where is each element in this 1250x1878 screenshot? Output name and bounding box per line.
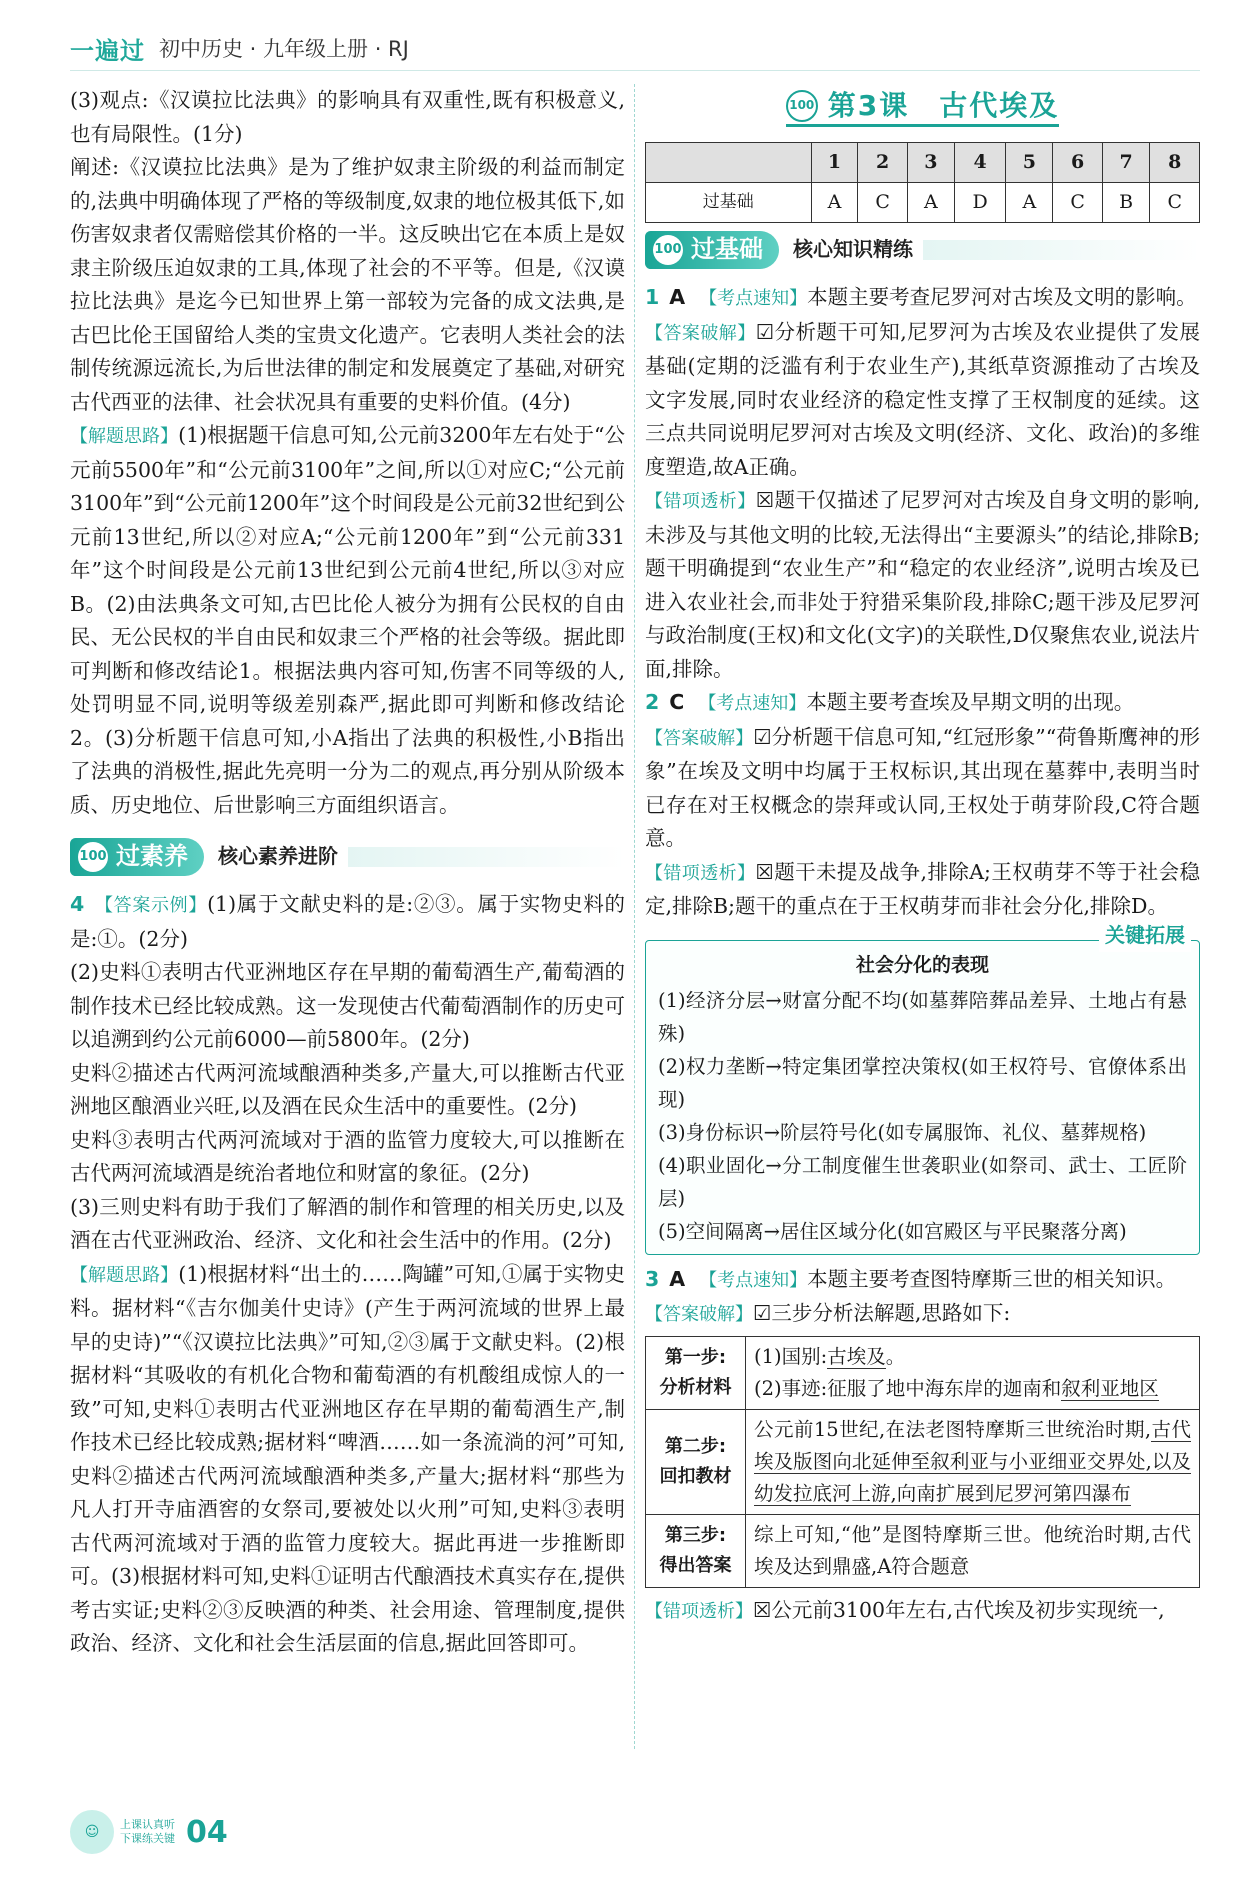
section-banner-basics (645, 229, 1200, 271)
list-item: (3)身份标识→阶层符号化(如专属服饰、礼仪、墓葬规格) (658, 1120, 1147, 1144)
banner-tag-basics: 100 过基础 (645, 231, 779, 269)
q3-view: (3)观点:《汉谟拉比法典》的影响具有双重性,既有积极意义,也有局限性。(1分) (70, 88, 625, 146)
q2-analysis: 【答案破解】☑分析题干信息可知,“红冠形象”“荷鲁斯鹰神的形象”在埃及文明中均属于王权标识,其出现在墓葬中,表明当时已存在对王权概念的崇拜或认同,王权处于萌芽阶段,C符合题意。 (645, 724, 1200, 850)
step-1-head: 第一步: 分析材料 (646, 1336, 746, 1409)
question-number-3: 3 (645, 1266, 660, 1291)
page-number: 04 (186, 1814, 228, 1850)
table-row (646, 1514, 1200, 1587)
right-column (645, 84, 1200, 1628)
question-answer-3: A (669, 1266, 686, 1291)
left-column (70, 84, 625, 1661)
list-item: (2)权力垄断→特定集团掌控决策权(如王权符号、官僚体系出现) (658, 1054, 1187, 1111)
table-cell: D (954, 183, 1006, 223)
thinking-text-1: (1)根据题干信息可知,公元前3200年左右处于“公元前5500年”和“公元前3100年”之间,所以①对应C;“公元前3100年”到“公元前1200年”这个时间段是公元前32世纪到公元前13世纪,所以②对应A;“公元前1200年”到“公元前331年”这个时间段是公元前13世纪到公元前4世纪,所以③对应B。(2)由法典条文可知,古巴比伦人被分为拥有公民权的自由民、无公民权的半自由民和奴隶三个严格的社会等级。据此即可判断和修改结论1。根据法典内容可知,伤害不同等级的人,处罚明显不同,说明等级差别森严,据此即可判断和修改结论2。(3)分析题干信息可知,小A指出了法典的积极性,小B指出了法典的消极性,据此先亮明一分为二的观点,再分别从阶级本质、历史地位、后世影响三方面组织语言。 (70, 423, 625, 817)
footer-motto: 上课认真听 下课练关键 (120, 1818, 175, 1845)
q4-answer-3: (3)三则史料有助于我们了解酒的制作和管理的相关历史,以及酒在古代亚洲政治、经济、文化和社会生活中的作用。(2分) (70, 1194, 625, 1252)
q2-errors: 【错项透析】☒题干未提及战争,排除A;王权萌芽不等于社会稳定,排除B;题干的重点在于王权萌芽而非社会分化,排除D。 (645, 859, 1200, 918)
list-item: (5)空间隔离→居住区域分化(如宫殿区与平民聚落分离) (658, 1219, 1127, 1243)
table-cell: 2 (858, 143, 907, 183)
q4-answer-2a: (2)史料①表明古代亚洲地区存在早期的葡萄酒生产,葡萄酒的制作技术已经比较成熟。这一发现使古代葡萄酒制作的历史可以追溯到约公元前6000—前5800年。(2分) (70, 960, 625, 1051)
question-answer-1: A (669, 285, 686, 309)
answer-example-label: 【答案示例】 (94, 895, 208, 916)
q4-answer-1: 4 【答案示例】(1)属于文献史料的是:②③。属于实物史料的是:①。(2分) (70, 892, 626, 951)
table-cell: C (1053, 183, 1102, 223)
lesson-title (645, 84, 1200, 132)
step-3-content: 综上可知,“他”是图特摩斯三世。他统治时期,古代埃及达到鼎盛,A符合题意 (746, 1514, 1200, 1587)
column-divider (634, 84, 635, 1749)
table-cell: B (1102, 183, 1150, 223)
table-cell: 7 (1102, 143, 1150, 183)
q4-answer-2c: 史料③表明古代两河流域对于酒的监管力度较大,可以推断在古代两河流域酒是统治者地位和财富的象征。(2分) (70, 1127, 625, 1185)
table-cell: 4 (954, 143, 1006, 183)
mascot-icon: 100 (653, 235, 683, 265)
banner-subtitle-basics: 核心知识精练 (793, 237, 913, 262)
step-2-content: 公元前15世纪,在法老图特摩斯三世统治时期,古代埃及版图向北延伸至叙利亚与小亚细亚交界处,以及幼发拉底河上游,向南扩展到尼罗河第四瀑布 (746, 1409, 1200, 1514)
answer-table-header (646, 143, 1200, 183)
thinking-paragraph-1 (70, 419, 625, 822)
list-item: (4)职业固化→分工制度催生世袭职业(如祭司、武士、工匠阶层) (658, 1153, 1187, 1210)
q1-analysis: 【答案破解】☑分析题干可知,尼罗河为古埃及农业提供了发展基础(定期的泛滥有利于农业生产),其纸草资源推动了古埃及文字发展,同时农业经济的稳定性支撑了王权制度的延续。这三点共同说明尼罗河对古埃及文明(经济、文化、政治)的多维度塑造,故A正确。 (645, 319, 1200, 479)
mascot-icon: ☺ (70, 1810, 114, 1854)
table-cell: A (1006, 183, 1053, 223)
thinking-label-2: 【解题思路】 (70, 1264, 179, 1286)
q1-tag: 1 A 【考点速知】本题主要考查尼罗河对古埃及文明的影响。 (645, 285, 1197, 309)
thinking-paragraph-2 (70, 1258, 625, 1661)
key-extension-title: 社会分化的表现 (855, 953, 989, 976)
table-cell: A (811, 183, 858, 223)
answer-table-corner (646, 143, 812, 183)
banner-tag-literacy: 100 过素养 (70, 838, 204, 876)
three-step-table (645, 1336, 1200, 1588)
table-cell: A (907, 183, 954, 223)
list-item: (1)经济分层→财富分配不均(如墓葬陪葬品差异、土地占有悬殊) (658, 988, 1187, 1045)
q3-tag: 3 A 【考点速知】本题主要考查图特摩斯三世的相关知识。 (645, 1266, 1177, 1291)
table-cell: 6 (1053, 143, 1102, 183)
q3-explain: 阐述:《汉谟拉比法典》是为了维护奴隶主阶级的利益而制定的,法典中明确体现了严格的等级制度,奴隶的地位极其低下,如伤害奴隶者仅需赔偿其价格的一半。这反映出它在本质上是奴隶主阶级压迫奴隶的工具,体现了社会的不平等。但是,《汉谟拉比法典》是迄今已知世界上第一部较为完备的成文法典,是古巴比伦王国留给人类的宝贵文化遗产。它表明人类社会的法制传统源远流长,为后世法律的制定和发展奠定了基础,对研究古代西亚的法律、社会状况具有重要的史料价值。(4分) (70, 155, 625, 414)
question-number-1: 1 (645, 285, 660, 309)
q4-answer-2b: 史料②描述古代两河流域酿酒种类多,产量大,可以推断古代亚洲地区酿酒业兴旺,以及酒在民众生活中的重要性。(2分) (70, 1060, 625, 1118)
table-row (646, 1409, 1200, 1514)
table-cell: 1 (811, 143, 858, 183)
thinking-text-2: (1)根据材料“出土的……陶罐”可知,①属于实物史料。据材料“《吉尔伽美什史诗》(产生于两河流域的世界上最早的史诗)”“《汉谟拉比法典》”可知,②③属于文献史料。(2)根据材料“其吸收的有机化合物和葡萄酒的有机酸组成惊人的一致”可知,史料①表明古代亚洲地区存在早期的葡萄酒生产,制作技术已经比较成熟;据材料“啤酒……如一条流淌的河”可知,史料②描述古代两河流域酿酒种类多,产量大;据材料“那些为凡人打开寺庙酒窖的女祭司,要被处以火刑”可知,史料③表明古代两河流域对于酒的监管力度较大。据此再进一步推断即可。(3)根据材料可知,史料①证明古代酿酒技术真实存在,提供考古实证;史料②③反映酒的种类、社会用途、管理制度,提供政治、经济、文化和社会生活层面的信息,据此回答即可。 (70, 1261, 625, 1655)
q3-analysis: 【答案破解】☑三步分析法解题,思路如下: (645, 1301, 1011, 1325)
question-answer-2: C (669, 690, 685, 714)
answer-table (645, 142, 1200, 223)
question-number-2: 2 (645, 690, 660, 714)
table-cell: C (858, 183, 907, 223)
table-row-label: 过基础 (646, 183, 812, 223)
mascot-icon: 100 (78, 842, 108, 872)
banner-decoration (348, 847, 625, 867)
question-number-4: 4 (70, 892, 85, 916)
table-cell: C (1150, 183, 1200, 223)
lesson-badge-icon: 100 (786, 90, 818, 122)
q1-errors: 【错项透析】☒题干仅描述了尼罗河对古埃及自身文明的影响,未涉及与其他文明的比较,无法得出“主要源头”的结论,排除B;题干明确提到“农业生产”和“稳定的农业经济”,说明古埃及已进入农业社会,而非处于狩猎采集阶段,排除C;题干涉及尼罗河与政治制度(王权)和文化(文字)的关联性,D仅聚焦农业,说法片面,排除。 (645, 488, 1200, 681)
table-cell: 5 (1006, 143, 1053, 183)
book-title: 初中历史 · 九年级上册 · RJ (159, 37, 409, 61)
q3-errors: 【错项透析】☒公元前3100年左右,古代埃及初步实现统一, (645, 1597, 1165, 1622)
key-extension-tag: 关键拓展 (1099, 919, 1191, 952)
header-rule (70, 70, 1200, 71)
page-footer (70, 1810, 228, 1854)
q2-tag: 2 C 【考点速知】本题主要考查埃及早期文明的出现。 (645, 690, 1135, 714)
step-3-head: 第三步: 得出答案 (646, 1514, 746, 1587)
step-2-head: 第二步: 回扣教材 (646, 1409, 746, 1514)
step-1-content: (1)国别:古埃及。 (2)事迹:征服了地中海东岸的迦南和叙利亚地区 (746, 1336, 1200, 1409)
banner-decoration (923, 240, 1200, 260)
brand-logo: 一遍过 (70, 36, 145, 65)
banner-subtitle-literacy: 核心素养进阶 (218, 844, 338, 869)
table-row (646, 183, 1200, 223)
section-banner-literacy (70, 836, 625, 878)
page-header (70, 28, 1200, 68)
thinking-label-1: 【解题思路】 (70, 426, 179, 447)
table-cell: 8 (1150, 143, 1200, 183)
table-cell: 3 (907, 143, 954, 183)
key-extension-box (645, 922, 1200, 1255)
table-row (646, 1336, 1200, 1409)
lesson-title-text: 第3课 古代埃及 (827, 88, 1060, 122)
